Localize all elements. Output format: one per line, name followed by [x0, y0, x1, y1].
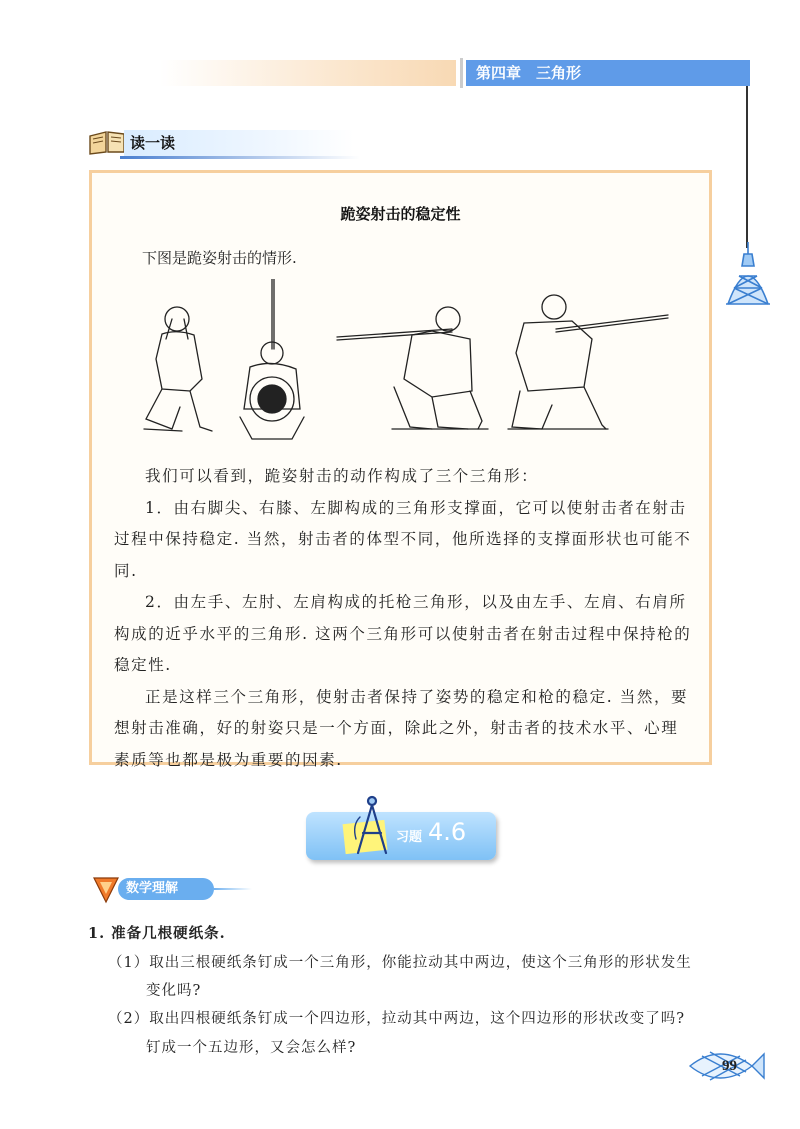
read-section-label: 读一读 [124, 130, 354, 156]
reading-box [89, 170, 712, 769]
exercise-number: 4.6 [428, 818, 467, 846]
page-number: 99 [722, 1058, 737, 1074]
chapter-title: 第四章 三角形 [466, 60, 750, 86]
question-1-part-2-cont: 钉成一个五边形，又会怎么样? [146, 1040, 357, 1056]
reading-paragraph: 正是这样三个三角形，使射击者保持了姿势的稳定和枪的稳定. 当然，要想射击准确，好的射姿只是一个方面，除此之外，射击者的技术水平、心理素质等也都是极为重要的因素. [114, 687, 689, 769]
margin-rule [746, 86, 748, 248]
question-1-part-2: （2）取出四根硬纸条钉成一个四边形，拉动其中两边，这个四边形的形状改变了吗? [108, 1011, 685, 1027]
shooter-oblique-figure [508, 295, 668, 429]
math-understanding-label: 数学理解 [118, 878, 214, 900]
math-understanding-rule [212, 888, 252, 890]
reading-paragraph: 我们可以看到，跪姿射击的动作构成了三个三角形： [145, 467, 539, 485]
open-book-icon [88, 128, 126, 156]
question-1-part-1: （1）取出三根硬纸条钉成一个三角形，你能拉动其中两边，使这个三角形的形状发生 [108, 955, 692, 971]
pencil-tip-icon [92, 874, 120, 904]
reading-paragraphs [114, 461, 694, 776]
compass-icon [350, 795, 392, 857]
question-1-part-1-cont: 变化吗? [146, 983, 202, 999]
question-1: 1. 准备几根硬纸条. [88, 925, 226, 942]
kneeling-shooter-illustration [132, 279, 672, 449]
reading-title: 跪姿射击的稳定性 [340, 205, 461, 223]
header-separator [460, 58, 463, 88]
shooter-side-figure [337, 307, 488, 429]
header-decoration [160, 60, 456, 86]
reading-intro: 下图是跪姿射击的情形. [142, 249, 297, 267]
reading-paragraph: 2．由左手、左肘、左肩构成的托枪三角形，以及由左手、左肩、右肩所构成的近乎水平的三角形. 这两个三角形可以使射击者在射击过程中保持枪的稳定性. [114, 593, 692, 674]
reading-paragraph: 1．由右脚尖、右膝、左脚构成的三角形支撑面，它可以使射击者在射击过程中保持稳定. 当然，射击者的体型不同，他所选择的支撑面形状也可能不同. [114, 498, 692, 580]
read-underline [120, 156, 360, 159]
shooter-front-figure [144, 307, 212, 431]
shooter-rear-figure [240, 279, 304, 439]
exercise-label: 习题 [396, 830, 423, 845]
tower-icon [720, 240, 776, 310]
